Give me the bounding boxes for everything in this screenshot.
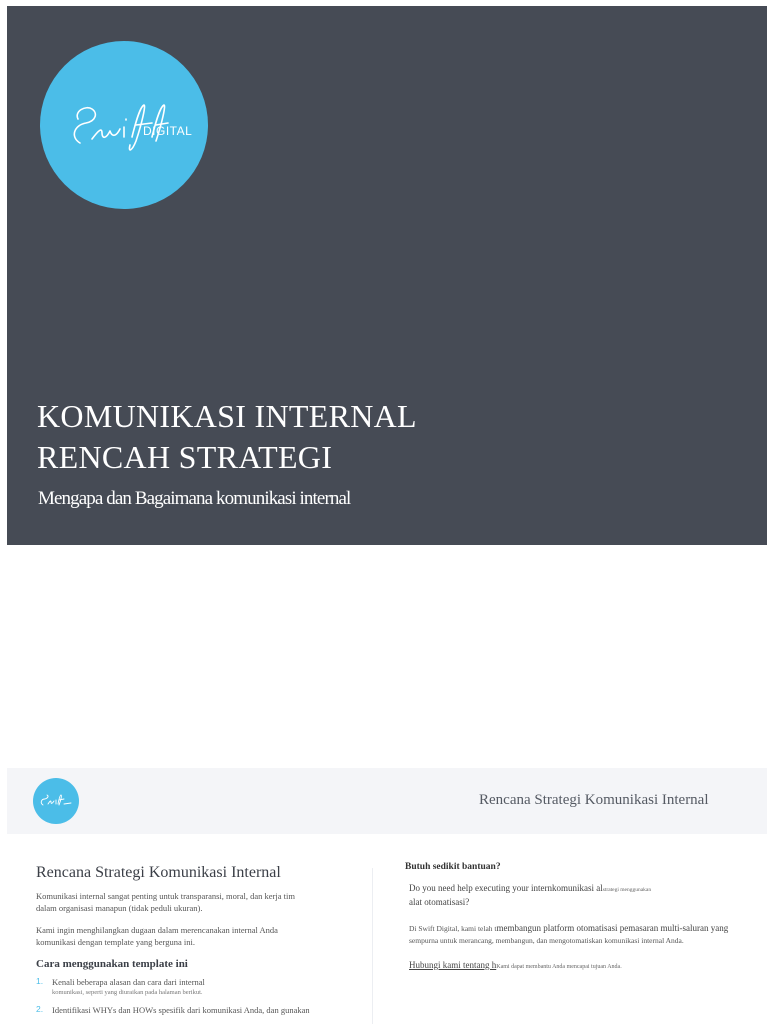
help-column (405, 862, 735, 973)
help-paragraph-highlight: membangun platform otomatisasi pemasaran multi-saluran yang (496, 923, 729, 933)
help-question-main: Do you need help executing your internkomunikasi al (409, 883, 603, 893)
contact-us-link[interactable]: Hubungi kami tentang h (409, 960, 497, 970)
howto-title: Cara menggunakan template ini (36, 958, 188, 970)
step-text: Identifikasi WHYs dan HOWs spesifik dari komunikasi Anda, dan gunakan (52, 1005, 310, 1015)
swift-digital-logo (40, 41, 208, 209)
cover-title (37, 396, 417, 478)
contact-note: Kami dapat membantu Anda mencapai tujuan Anda. (496, 964, 622, 970)
cover-title-line2: RENCAH STRATEGI (37, 439, 333, 475)
column-divider (372, 868, 373, 1024)
intro-column (36, 864, 316, 1022)
page2-header (7, 768, 767, 834)
step-number: 2. (36, 1004, 44, 1014)
swift-digital-small-logo (33, 778, 79, 824)
step-number: 1. (36, 976, 44, 986)
intro-title: Rencana Strategi Komunikasi Internal (36, 864, 281, 881)
help-question-line2: alat otomatisasi? (409, 897, 470, 907)
cover-title-line1: KOMUNIKASI INTERNAL (37, 398, 417, 434)
step-text: Kenali beberapa alasan dan cara dari internal (52, 977, 205, 987)
cover-panel (7, 6, 767, 545)
intro-paragraph-1: Komunikasi internal sangat penting untuk transparansi, moral, dan kerja tim dalam organisasi manapun (tidak peduli ukuran). (36, 891, 295, 913)
help-paragraph (409, 922, 735, 947)
howto-steps (36, 976, 316, 1016)
step-subtext: komunikasi, seperti yang diuraikan pada halaman berikut. (52, 989, 203, 996)
help-paragraph-lead: Di Swift Digital, kami telah t (409, 924, 497, 933)
list-item (36, 1004, 316, 1016)
logo-digital-text: DIGITAL (143, 124, 193, 138)
intro-paragraph-2: Kami ingin menghilangkan dugaan dalam merencanakan internal Anda komunikasi dengan template yang berguna ini. (36, 925, 278, 947)
page2-header-title: Rencana Strategi Komunikasi Internal (479, 792, 709, 808)
help-title: Butuh sedikit bantuan? (405, 862, 501, 872)
contact-line (409, 959, 735, 973)
help-question-small: strategi menggunakan (602, 887, 652, 893)
swift-signature-small-icon (33, 778, 79, 824)
help-question (409, 882, 735, 908)
cover-subtitle: Mengapa dan Bagaimana komunikasi internal (38, 488, 351, 509)
list-item (36, 976, 316, 998)
help-paragraph-rest: sempurna untuk merancang, membangun, dan mengotomatiskan komunikasi internal Anda. (409, 936, 684, 945)
